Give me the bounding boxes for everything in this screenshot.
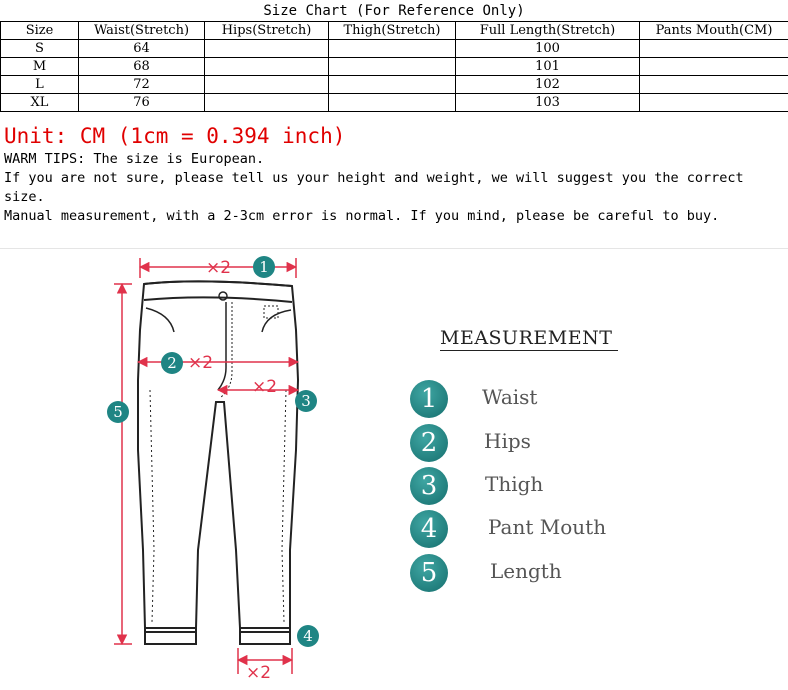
cell-length: 103 [456,94,640,112]
cell-size: L [1,76,79,94]
cell-length: 102 [456,76,640,94]
right-cuff [240,628,290,644]
table-row [1,40,788,58]
cell-mouth [640,76,788,94]
size-chart-table [0,21,788,112]
cell-size: XL [1,94,79,112]
column-header-waist: Waist(Stretch) [79,22,205,40]
right-leg-stitch [282,390,286,622]
legend-number-icon: 3 [410,467,448,505]
column-header-hips: Hips(Stretch) [205,22,329,40]
cell-waist: 64 [79,40,205,58]
legend-label: Waist [482,385,538,409]
marker-3-label: 3 [301,392,311,410]
waist-multiplier: ×2 [206,258,232,278]
waistband [144,281,292,302]
hips-multiplier: ×2 [188,353,214,373]
pants-drawing [138,281,298,644]
cell-hips [205,40,329,58]
cell-size: S [1,40,79,58]
marker-5-label: 5 [113,403,123,421]
cell-thigh [329,76,456,94]
coin-pocket [264,306,278,318]
table-row [1,58,788,76]
divider [0,248,788,249]
front-pocket-left [146,308,174,332]
tip-line: Manual measurement, with a 2-3cm error is normal. If you mind, please be careful to buy. [4,208,720,224]
table-row [1,94,788,112]
marker-4-label: 4 [303,627,313,645]
fly [218,302,226,390]
marker-2-label: 2 [167,354,177,372]
cell-waist: 72 [79,76,205,94]
legend-number-icon: 4 [410,510,448,548]
legend-label: Length [490,559,562,583]
cell-mouth [640,94,788,112]
cell-size: M [1,58,79,76]
cell-mouth [640,58,788,76]
legend-number-icon: 5 [410,554,448,592]
cell-thigh [329,40,456,58]
front-pocket-right [262,310,291,332]
legend-label: Hips [484,429,531,453]
cell-hips [205,94,329,112]
column-header-thigh: Thigh(Stretch) [329,22,456,40]
mouth-multiplier: ×2 [246,663,272,683]
cell-length: 101 [456,58,640,76]
legend-number-icon: 1 [410,380,448,418]
cell-hips [205,76,329,94]
cell-mouth [640,40,788,58]
size-chart-title: Size Chart (For Reference Only) [263,3,525,19]
pants-outline [138,281,298,628]
legend-title: MEASUREMENT [440,327,618,351]
table-header-row [1,22,788,40]
legend-number-icon: 2 [410,424,448,462]
thigh-multiplier: ×2 [252,377,278,397]
legend-label: Thigh [485,472,544,496]
left-leg-stitch [150,390,154,622]
table-row [1,76,788,94]
cell-waist: 68 [79,58,205,76]
button [219,292,227,300]
tip-line: If you are not sure, please tell us your height and weight, we will suggest you the correct size. [4,170,744,205]
unit-note: Unit: CM (1cm = 0.394 inch) [4,124,346,148]
cell-thigh [329,94,456,112]
cell-length: 100 [456,40,640,58]
left-cuff [145,628,196,644]
column-header-pants-mouth: Pants Mouth(CM) [640,22,788,40]
pants-measurement-diagram [0,250,400,690]
tip-line: WARM TIPS: The size is European. [4,151,265,167]
cell-hips [205,58,329,76]
marker-1-label: 1 [259,258,269,276]
warm-tips [4,150,774,226]
legend-label: Pant Mouth [488,515,607,539]
column-header-size: Size [1,22,79,40]
cell-waist: 76 [79,94,205,112]
column-header-length: Full Length(Stretch) [456,22,640,40]
cell-thigh [329,58,456,76]
